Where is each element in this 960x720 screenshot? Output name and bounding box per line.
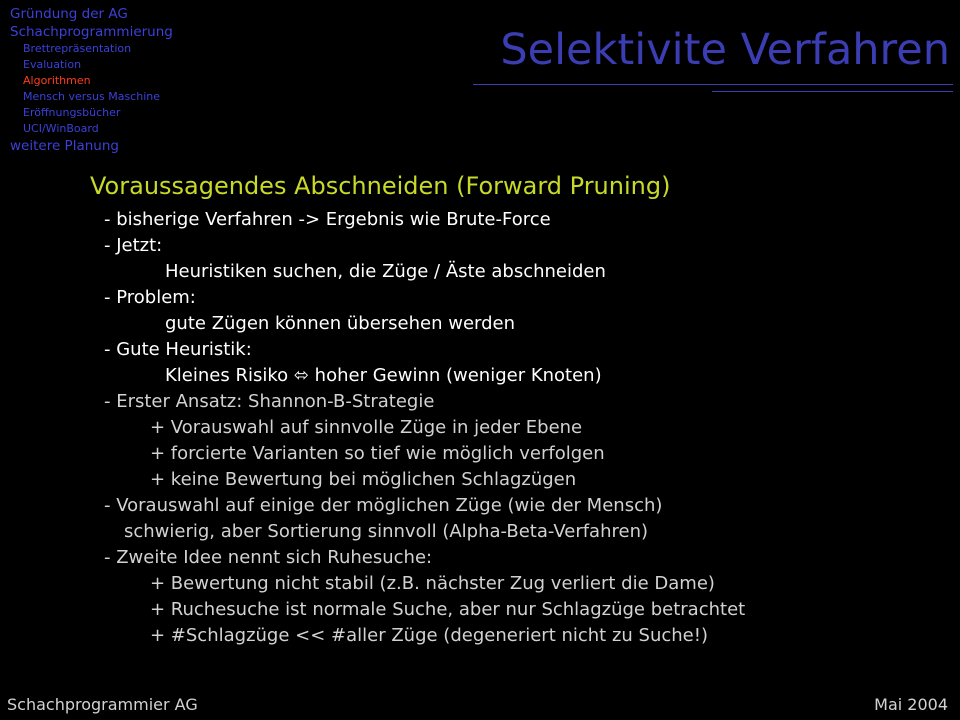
slide-title: Selektivite Verfahren: [500, 25, 950, 75]
bullet-line-2: - Jetzt:: [104, 235, 163, 256]
nav-item-gruendung[interactable]: Gründung der AG: [10, 6, 128, 22]
bullet-line-4: - Problem:: [104, 287, 196, 308]
bullet-line-5: gute Zügen können übersehen werden: [165, 313, 516, 334]
bullet-line-11: + keine Bewertung bei möglichen Schlagzügen: [150, 469, 577, 490]
footer-date: Mai 2004: [874, 695, 948, 714]
title-divider-long: [473, 84, 953, 85]
bullet-line-14: - Zweite Idee nennt sich Ruhesuche:: [104, 547, 433, 568]
bullet-line-15: + Bewertung nicht stabil (z.B. nächster Zug verliert die Dame): [150, 573, 715, 594]
bullet-line-16: + Ruchesuche ist normale Suche, aber nur Schlagzüge betrachtet: [150, 599, 746, 620]
bullet-line-8: - Erster Ansatz: Shannon-B-Strategie: [104, 391, 435, 412]
slide-outline-nav: [10, 5, 250, 155]
bullet-line-10: + forcierte Varianten so tief wie möglich verfolgen: [150, 443, 605, 464]
slide-subtitle: Voraussagendes Abschneiden (Forward Pruning): [90, 172, 671, 200]
bullet-line-7: Kleines Risiko ⬄ hoher Gewinn (weniger Knoten): [165, 365, 602, 386]
slide-body: [104, 207, 944, 649]
bullet-line-3: Heuristiken suchen, die Züge / Äste abschneiden: [165, 261, 606, 282]
bullet-line-17: + #Schlagzüge << #aller Züge (degeneriert nicht zu Suche!): [150, 625, 708, 646]
nav-subitem-algorithmen-active[interactable]: Algorithmen: [23, 74, 91, 87]
nav-subitem-evaluation[interactable]: Evaluation: [23, 58, 82, 71]
title-divider-short: [712, 91, 953, 92]
nav-subitem-eroeffnungsbuecher[interactable]: Eröffnungsbücher: [23, 106, 121, 119]
bullet-line-12: - Vorauswahl auf einige der möglichen Züge (wie der Mensch): [104, 495, 663, 516]
nav-subitem-brettrepraesentation[interactable]: Brettrepräsentation: [23, 42, 132, 55]
nav-item-schachprogrammierung[interactable]: Schachprogrammierung: [10, 24, 173, 40]
bullet-line-1: - bisherige Verfahren -> Ergebnis wie Brute-Force: [104, 209, 551, 230]
nav-subitem-mensch-versus-maschine[interactable]: Mensch versus Maschine: [23, 90, 160, 103]
footer-organization: Schachprogrammier AG: [7, 695, 198, 714]
bullet-line-13: schwierig, aber Sortierung sinnvoll (Alpha-Beta-Verfahren): [124, 521, 649, 542]
nav-item-weitere-planung[interactable]: weitere Planung: [10, 138, 119, 154]
bullet-line-6: - Gute Heuristik:: [104, 339, 252, 360]
nav-subitem-uci-winboard[interactable]: UCI/WinBoard: [23, 122, 99, 135]
bullet-line-9: + Vorauswahl auf sinnvolle Züge in jeder Ebene: [150, 417, 583, 438]
